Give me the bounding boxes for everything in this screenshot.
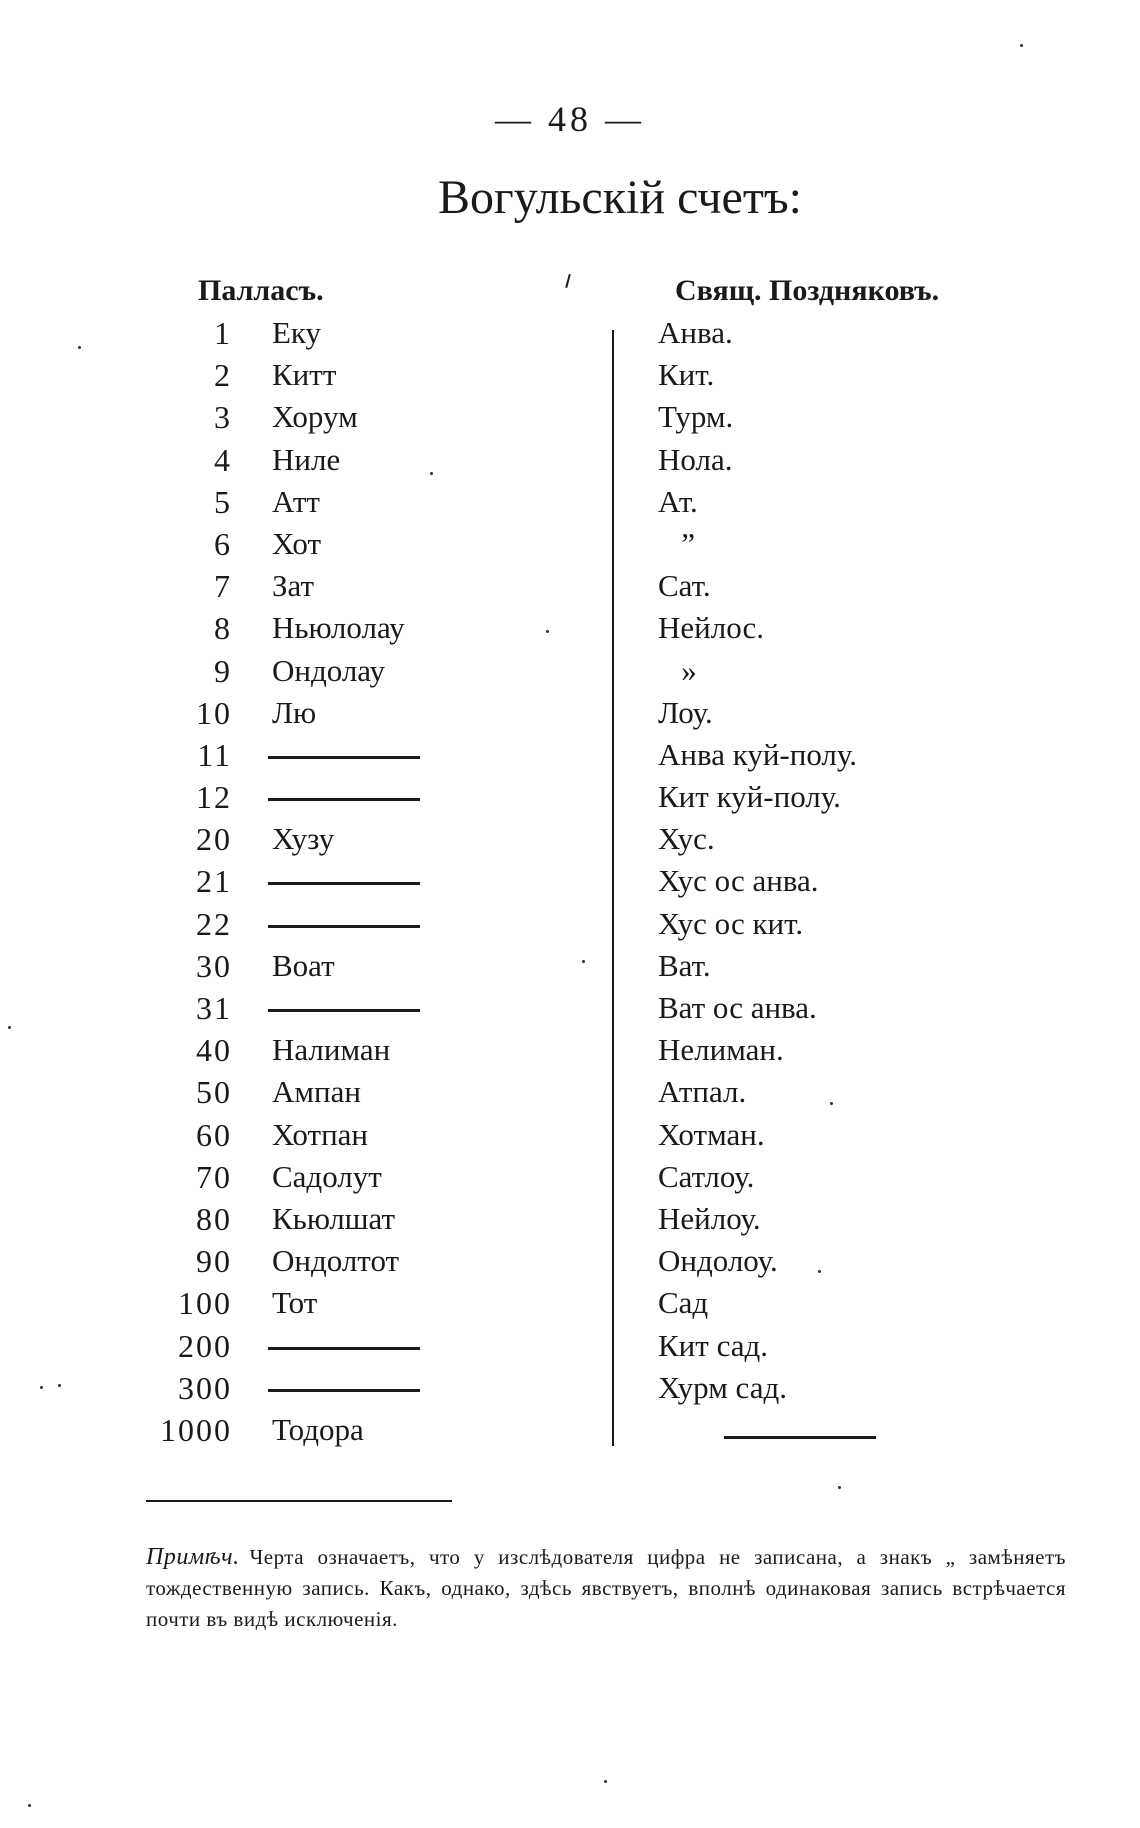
pallas-word: Лю [272, 694, 317, 730]
numeral-value: 30 [196, 947, 232, 984]
pozdnyakov-word: Турм. [658, 399, 734, 435]
table-row [0, 523, 1140, 565]
table-row [0, 1240, 1140, 1282]
print-speck [78, 346, 81, 349]
print-speck [546, 630, 549, 633]
pallas-word: Тодора [272, 1411, 364, 1447]
numeral-value: 40 [196, 1032, 232, 1069]
table-row [0, 1282, 1140, 1324]
numeral-value: 22 [196, 905, 232, 942]
pozdnyakov-word: Анва куй-полу. [658, 736, 858, 772]
pozdnyakov-word: Хотман. [658, 1116, 765, 1152]
pallas-word: Хотпан [272, 1116, 369, 1152]
numeral-value: 3 [214, 399, 232, 436]
pallas-word: Еку [272, 315, 322, 350]
print-speck [58, 1384, 61, 1387]
pallas-word: Ондолау [272, 652, 385, 688]
pozdnyakov-word: Лоу. [658, 694, 713, 730]
pozdnyakov-word: Ондолоу. [658, 1243, 778, 1279]
numeral-value: 8 [214, 610, 232, 647]
missing-entry-dash [268, 882, 420, 885]
table-row [0, 1409, 1140, 1451]
pallas-word: Ондолтот [272, 1243, 400, 1279]
print-speck [1020, 44, 1023, 47]
missing-entry-dash [268, 798, 420, 801]
pallas-word: Тот [272, 1285, 318, 1321]
numeral-value: 300 [178, 1369, 232, 1406]
pozdnyakov-word: Нейлос. [658, 610, 764, 646]
table-row [0, 650, 1140, 692]
print-speck [838, 1486, 841, 1489]
numeral-value: 2 [214, 357, 232, 394]
numeral-table [0, 312, 1140, 1451]
print-speck [40, 1386, 43, 1389]
numeral-value: 100 [178, 1285, 232, 1322]
table-row [0, 607, 1140, 649]
numeral-value: 4 [214, 441, 232, 478]
table-row [0, 987, 1140, 1029]
pozdnyakov-word: Кит куй-полу. [658, 779, 841, 815]
numeral-value: 80 [196, 1200, 232, 1237]
numeral-value: 31 [196, 990, 232, 1026]
pozdnyakov-word: ” [658, 525, 696, 561]
pallas-word: Ниле [272, 441, 341, 477]
numeral-value: 1000 [160, 1411, 232, 1448]
pallas-word: Ньюлолау [272, 610, 405, 646]
page-title: Вогульскій счетъ: [437, 171, 802, 224]
numeral-value: 7 [214, 568, 232, 605]
numeral-value: 21 [196, 863, 232, 900]
pallas-column-header: Палласъ. [198, 274, 324, 307]
pozdnyakov-word: Ват ос анва. [658, 990, 817, 1025]
footnote-label: Примѣч. [146, 1544, 240, 1570]
missing-entry-dash [268, 1389, 420, 1392]
table-row [0, 396, 1140, 438]
missing-entry-dash [268, 1347, 420, 1350]
missing-entry-dash [268, 1009, 420, 1012]
final-row-dash [724, 1436, 876, 1439]
table-row [0, 692, 1140, 734]
footnote-rule [146, 1500, 452, 1502]
pozdnyakov-word: Атпал. [658, 1074, 747, 1110]
table-row [0, 734, 1140, 776]
pozdnyakov-word: Сат. [658, 568, 711, 604]
pozdnyakov-word: » [658, 652, 697, 688]
numeral-value: 70 [196, 1158, 232, 1195]
pallas-word: Налиман [272, 1032, 391, 1068]
pozdnyakov-word: Кит сад. [658, 1327, 768, 1363]
table-row [0, 312, 1140, 354]
table-row [0, 1156, 1140, 1198]
pozdnyakov-word: Хус. [658, 821, 715, 857]
table-row [0, 439, 1140, 481]
pallas-word: Ампан [272, 1074, 361, 1110]
table-row [0, 481, 1140, 523]
print-speck [582, 960, 585, 963]
table-row [0, 1367, 1140, 1409]
numeral-value: 10 [196, 694, 232, 731]
pozdnyakov-word: Ат. [658, 483, 698, 519]
print-speck [818, 1270, 821, 1273]
pallas-word: Хузу [272, 821, 335, 857]
pozdnyakov-word: Кит. [658, 357, 715, 393]
table-row [0, 1071, 1140, 1113]
print-speck [430, 472, 433, 475]
pozdnyakov-word: Ват. [658, 947, 711, 983]
pozdnyakov-word: Сад [658, 1285, 709, 1321]
table-row [0, 1114, 1140, 1156]
pallas-word: Атт [272, 483, 320, 519]
pallas-word: Хот [272, 525, 322, 561]
numeral-value: 90 [196, 1243, 232, 1280]
numeral-value: 12 [196, 779, 232, 816]
pozdnyakov-column-header: Свящ. Поздняковъ. [675, 274, 940, 307]
pozdnyakov-word: Анва. [658, 315, 733, 350]
missing-entry-dash [268, 756, 420, 759]
numeral-value: 20 [196, 821, 232, 858]
footnote-text: Черта означаетъ, что у изслѣдователя цифра не записана, а знакъ „ замѣняетъ тождественную запись. Какъ, однако, здѣсь явствуетъ, вполнѣ одинаковая запись встрѣчается почти въ видѣ исключенія. [146, 1545, 1066, 1631]
footnote [146, 1542, 1066, 1635]
numeral-value: 6 [214, 525, 232, 562]
pallas-word: Кьюлшат [272, 1200, 396, 1236]
table-row [0, 945, 1140, 987]
table-row [0, 903, 1140, 945]
print-speck [8, 1026, 11, 1029]
table-row [0, 1198, 1140, 1240]
pozdnyakov-word: Нелиман. [658, 1032, 784, 1068]
header-tick-mark [565, 274, 571, 288]
numeral-value: 9 [214, 652, 232, 689]
table-row [0, 1325, 1140, 1367]
table-row [0, 860, 1140, 902]
print-speck [830, 1102, 833, 1105]
table-row [0, 565, 1140, 607]
print-speck [28, 1804, 31, 1807]
pallas-word: Воат [272, 947, 335, 983]
pallas-word: Китт [272, 357, 337, 393]
pallas-word: Зат [272, 568, 315, 604]
pozdnyakov-word: Хурм сад. [658, 1369, 787, 1405]
missing-entry-dash [268, 925, 420, 928]
pozdnyakov-word: Хус ос кит. [658, 905, 804, 941]
page-number: — 48 — [495, 99, 645, 139]
print-speck [604, 1780, 607, 1783]
numeral-value: 60 [196, 1116, 232, 1153]
pozdnyakov-word: Нола. [658, 441, 733, 477]
table-row [0, 354, 1140, 396]
pozdnyakov-word: Хус ос анва. [658, 863, 819, 899]
table-row [0, 776, 1140, 818]
numeral-value: 1 [214, 315, 232, 351]
numeral-value: 200 [178, 1327, 232, 1364]
numeral-value: 5 [214, 483, 232, 520]
pallas-word: Садолут [272, 1158, 382, 1194]
table-row [0, 818, 1140, 860]
table-row [0, 1029, 1140, 1071]
pozdnyakov-word: Сатлоу. [658, 1158, 755, 1194]
numeral-value: 50 [196, 1074, 232, 1111]
pozdnyakov-word: Нейлоу. [658, 1200, 761, 1236]
numeral-value: 11 [197, 736, 232, 773]
pallas-word: Хорум [272, 399, 358, 435]
